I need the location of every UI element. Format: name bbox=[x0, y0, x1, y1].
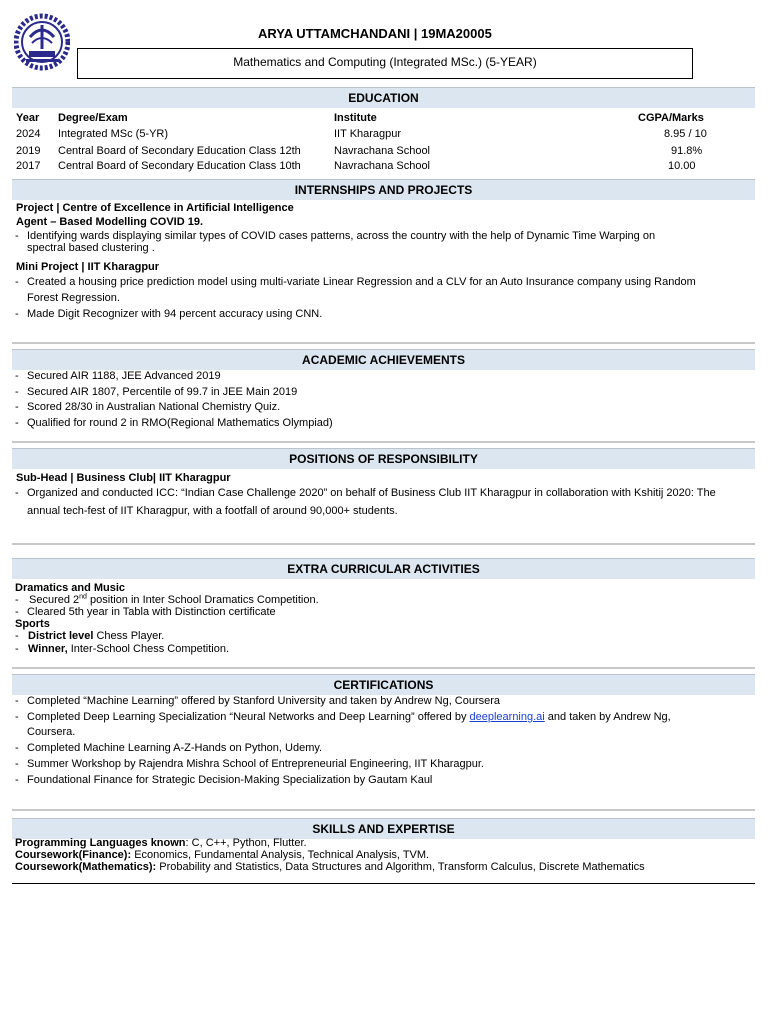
eca-sports-item: District level Chess Player. bbox=[28, 630, 165, 642]
program-box bbox=[77, 48, 693, 79]
cert-item-cont: Coursera. bbox=[27, 726, 76, 738]
edu-row-cgpa: 10.00 bbox=[668, 160, 696, 172]
eca-heading: EXTRA CURRICULAR ACTIVITIES bbox=[12, 558, 755, 579]
achievement-item: Scored 28/30 in Australian National Chemistry Quiz. bbox=[27, 401, 281, 413]
project-1-subtitle: Agent – Based Modelling COVID 19. bbox=[16, 216, 204, 228]
candidate-name-line: ARYA UTTAMCHANDANI | 19MA20005 bbox=[258, 26, 492, 41]
project-1-bullet-cont: spectral based clustering . bbox=[27, 242, 155, 254]
internships-heading: INTERNSHIPS AND PROJECTS bbox=[12, 179, 755, 200]
bullet-dash: - bbox=[15, 370, 19, 382]
bullet-dash: - bbox=[15, 695, 19, 707]
eca-dramatics-item: Cleared 5th year in Tabla with Distinction certificate bbox=[27, 606, 276, 618]
eca-dramatics-item: Secured 2nd position in Inter School Dramatics Competition. bbox=[29, 593, 319, 606]
bullet-dash: - bbox=[15, 758, 19, 770]
project-2-bullet-2: Made Digit Recognizer with 94 percent accuracy using CNN. bbox=[27, 308, 323, 320]
achievement-item: Qualified for round 2 in RMO(Regional Mathematics Olympiad) bbox=[27, 417, 333, 429]
bullet-dash: - bbox=[15, 630, 19, 642]
institute-logo bbox=[14, 13, 70, 71]
eca-sports-item: Winner, Inter-School Chess Competition. bbox=[28, 643, 230, 655]
achievement-item: Secured AIR 1188, JEE Advanced 2019 bbox=[27, 370, 221, 382]
project-1-bullet: Identifying wards displaying similar types of COVID cases patterns, across the country with the help of Dynamic Time Warping on bbox=[27, 230, 656, 242]
bullet-dash: - bbox=[15, 594, 19, 606]
section-divider bbox=[12, 667, 755, 669]
cert-item: Completed Deep Learning Specialization “Neural Networks and Deep Learning” offered by deeplearning.ai and taken by Andrew Ng, bbox=[27, 711, 671, 723]
bottom-rule bbox=[12, 883, 755, 884]
edu-row-degree: Integrated MSc (5-YR) bbox=[58, 128, 169, 140]
edu-header-cgpa: CGPA/Marks bbox=[638, 112, 704, 124]
section-divider bbox=[12, 543, 755, 545]
eca-sports-title: Sports bbox=[15, 618, 50, 630]
skills-heading: SKILLS AND EXPERTISE bbox=[12, 818, 755, 839]
academic-heading: ACADEMIC ACHIEVEMENTS bbox=[12, 349, 755, 370]
edu-header-year: Year bbox=[16, 112, 40, 124]
edu-row-institute: Navrachana School bbox=[334, 160, 431, 172]
certs-heading: CERTIFICATIONS bbox=[12, 674, 755, 695]
edu-row-institute: IIT Kharagpur bbox=[334, 128, 402, 140]
edu-row-cgpa: 8.95 / 10 bbox=[664, 128, 707, 140]
project-2-bullet-cont: Forest Regression. bbox=[27, 292, 120, 304]
deeplearning-link[interactable]: deeplearning.ai bbox=[469, 711, 545, 723]
edu-header-degree: Degree/Exam bbox=[58, 112, 128, 124]
eca-dramatics-title: Dramatics and Music bbox=[15, 582, 126, 594]
project-1-title: Project | Centre of Excellence in Artificial Intelligence bbox=[16, 202, 294, 214]
edu-row-degree: Central Board of Secondary Education Class 12th bbox=[58, 145, 301, 157]
section-divider bbox=[12, 441, 755, 443]
por-role: Sub-Head | Business Club| IIT Kharagpur bbox=[16, 472, 231, 484]
section-divider bbox=[12, 809, 755, 811]
edu-row-year: 2024 bbox=[16, 128, 41, 140]
bullet-dash: - bbox=[15, 276, 19, 288]
edu-row-year: 2017 bbox=[16, 160, 41, 172]
edu-row-year: 2019 bbox=[16, 145, 41, 157]
bullet-dash: - bbox=[15, 487, 19, 499]
cert-item: Summer Workshop by Rajendra Mishra School of Entrepreneurial Engineering, IIT Kharagpur. bbox=[27, 758, 484, 770]
bullet-dash: - bbox=[15, 742, 19, 754]
edu-row-institute: Navrachana School bbox=[334, 145, 431, 157]
education-heading: EDUCATION bbox=[12, 87, 755, 108]
program-title: Mathematics and Computing (Integrated MSc.) (5-YEAR) bbox=[233, 55, 537, 69]
edu-header-institute: Institute bbox=[334, 112, 377, 124]
skills-mathematics: Coursework(Mathematics): Probability and Statistics, Data Structures and Algorithm, Transform Calculus, Discrete Mathematics bbox=[15, 861, 645, 873]
por-bullet: Organized and conducted ICC: “Indian Case Challenge 2020” on behalf of Business Club IIT Kharagpur in collaboration with Kshitij 2020: The bbox=[27, 487, 716, 499]
achievement-item: Secured AIR 1807, Percentile of 99.7 in JEE Main 2019 bbox=[27, 386, 298, 398]
cert-item: Completed Machine Learning A-Z-Hands on Python, Udemy. bbox=[27, 742, 323, 754]
cert-item: Foundational Finance for Strategic Decision-Making Specialization by Gautam Kaul bbox=[27, 774, 433, 786]
bullet-dash: - bbox=[15, 386, 19, 398]
bullet-dash: - bbox=[15, 606, 19, 618]
bullet-dash: - bbox=[15, 643, 19, 655]
section-divider bbox=[12, 342, 755, 344]
bullet-dash: - bbox=[15, 308, 19, 320]
por-bullet-cont: annual tech-fest of IIT Kharagpur, with a footfall of around 90,000+ students. bbox=[27, 505, 398, 517]
project-2-bullet: Created a housing price prediction model using multi-variate Linear Regression and a CLV for an Auto Insurance company using Random bbox=[27, 276, 696, 288]
bullet-dash: - bbox=[15, 230, 19, 242]
bullet-dash: - bbox=[15, 774, 19, 786]
edu-row-degree: Central Board of Secondary Education Class 10th bbox=[58, 160, 301, 172]
bullet-dash: - bbox=[15, 711, 19, 723]
por-heading: POSITIONS OF RESPONSIBILITY bbox=[12, 448, 755, 469]
bullet-dash: - bbox=[15, 401, 19, 413]
cert-item: Completed “Machine Learning” offered by Stanford University and taken by Andrew Ng, Coursera bbox=[27, 695, 501, 707]
skills-languages: Programming Languages known: C, C++, Python, Flutter. bbox=[15, 837, 307, 849]
edu-row-cgpa: 91.8% bbox=[671, 145, 703, 157]
project-2-title: Mini Project | IIT Kharagpur bbox=[16, 261, 160, 273]
bullet-dash: - bbox=[15, 417, 19, 429]
skills-finance: Coursework(Finance): Economics, Fundamental Analysis, Technical Analysis, TVM. bbox=[15, 849, 430, 861]
